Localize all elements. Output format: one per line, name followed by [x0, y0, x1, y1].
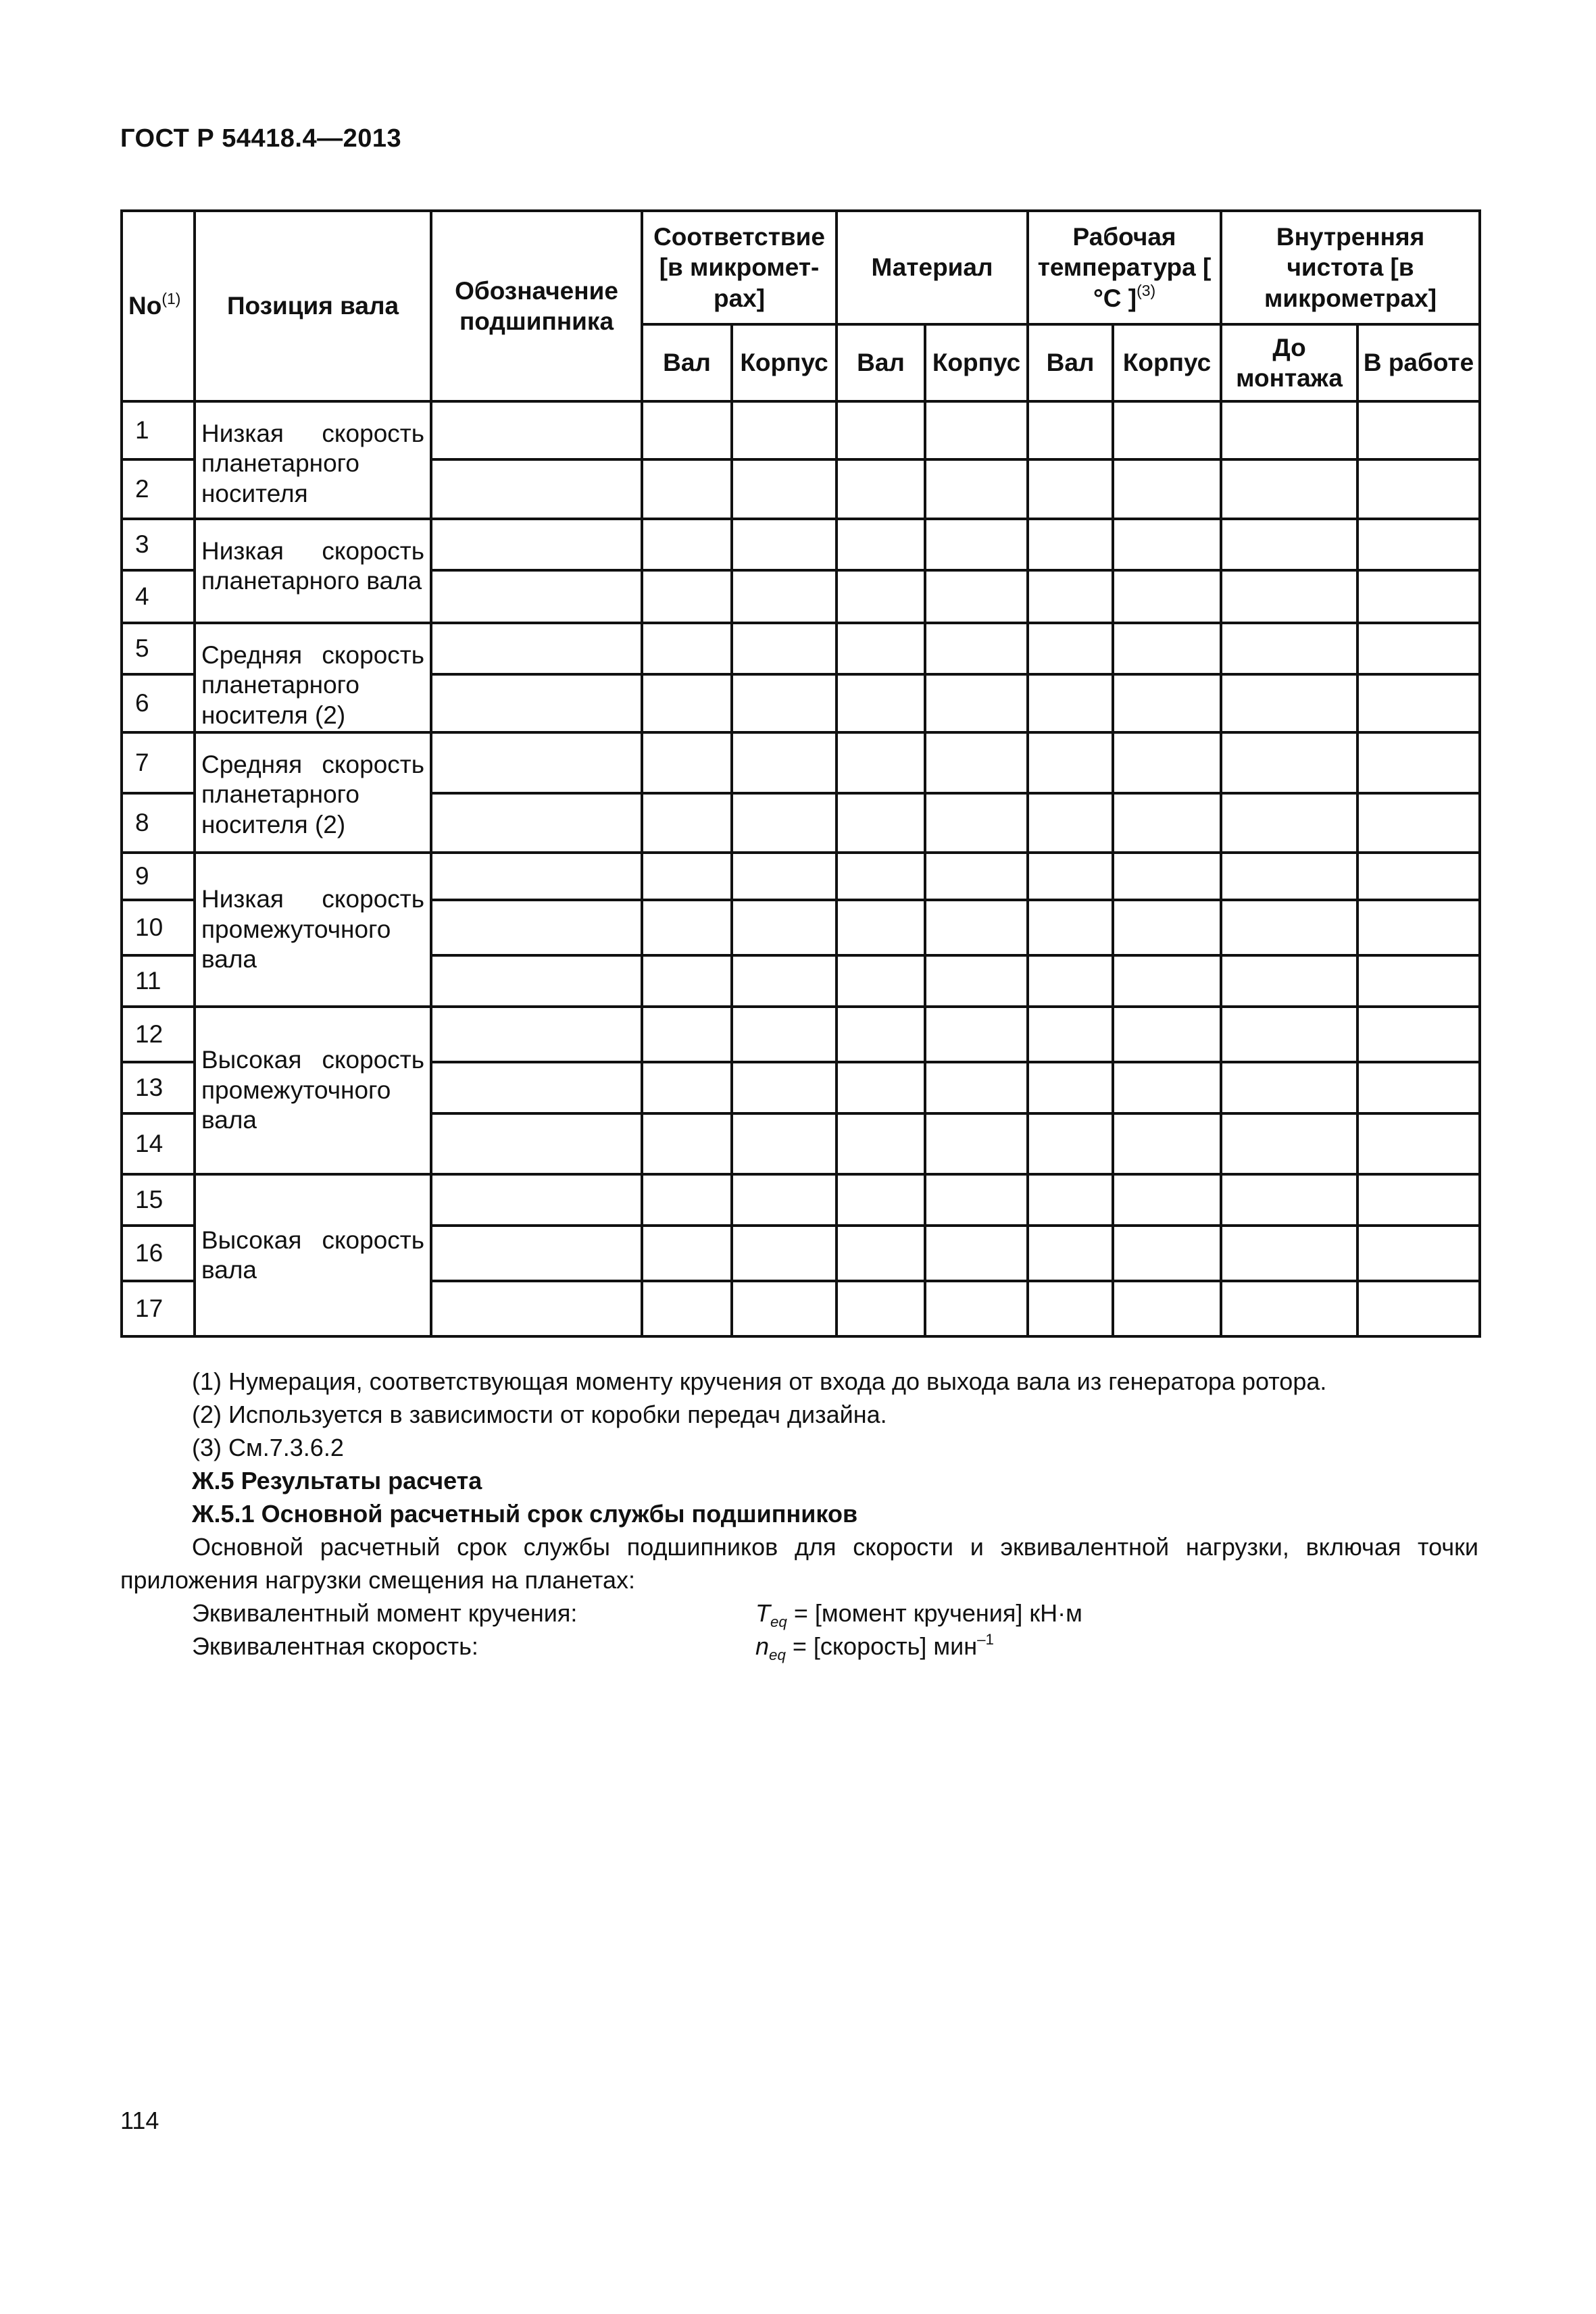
empty-cell — [431, 570, 642, 623]
empty-cell — [1221, 1174, 1357, 1226]
empty-cell — [732, 459, 837, 519]
empty-cell — [925, 1226, 1028, 1281]
empty-cell — [837, 1007, 925, 1062]
table-body — [122, 401, 1480, 1336]
empty-cell — [642, 1226, 732, 1281]
paragraph-line-2: приложения нагрузки смещения на планетах: — [120, 1566, 635, 1594]
empty-cell — [925, 459, 1028, 519]
row-number: 11 — [122, 955, 195, 1007]
empty-cell — [1113, 1174, 1221, 1226]
shaft-position: Низкая скорость планетарного вала — [195, 519, 431, 623]
empty-cell — [837, 955, 925, 1007]
row-number: 5 — [122, 623, 195, 674]
row-number: 14 — [122, 1113, 195, 1174]
empty-cell — [732, 570, 837, 623]
empty-cell — [925, 519, 1028, 570]
table-row — [122, 623, 1480, 674]
empty-cell — [1221, 1226, 1357, 1281]
empty-cell — [1113, 674, 1221, 732]
empty-cell — [837, 793, 925, 853]
empty-cell — [1221, 1113, 1357, 1174]
table-row — [122, 853, 1480, 900]
row-number: 7 — [122, 732, 195, 793]
empty-cell — [732, 623, 837, 674]
empty-cell — [1357, 1281, 1480, 1336]
empty-cell — [837, 401, 925, 459]
empty-cell — [642, 1113, 732, 1174]
footnote-2: (2) Используется в зависимости от коробки передач дизайна. — [192, 1401, 887, 1428]
empty-cell — [837, 900, 925, 955]
row-number: 3 — [122, 519, 195, 570]
empty-cell — [925, 1281, 1028, 1336]
row-number: 4 — [122, 570, 195, 623]
equation-speed — [120, 1630, 1478, 1663]
empty-cell — [1357, 623, 1480, 674]
empty-cell — [1028, 519, 1113, 570]
empty-cell — [642, 674, 732, 732]
header-no: No$^{(1)}$ — [122, 211, 195, 401]
page-number: 114 — [120, 2107, 159, 2134]
empty-cell — [431, 401, 642, 459]
row-number: 6 — [122, 674, 195, 732]
header-fit-shaft: Вал — [642, 324, 732, 401]
empty-cell — [1113, 519, 1221, 570]
empty-cell — [1028, 623, 1113, 674]
header-material-housing: Корпус — [925, 324, 1028, 401]
empty-cell — [925, 570, 1028, 623]
empty-cell — [1113, 1281, 1221, 1336]
empty-cell — [732, 1062, 837, 1113]
header-position: Позиция вала — [195, 211, 431, 401]
empty-cell — [1028, 674, 1113, 732]
empty-cell — [1028, 401, 1113, 459]
empty-cell — [642, 459, 732, 519]
empty-cell — [1357, 1007, 1480, 1062]
empty-cell — [431, 623, 642, 674]
equation-torque — [120, 1596, 1478, 1630]
empty-cell — [1357, 1226, 1480, 1281]
empty-cell — [642, 1174, 732, 1226]
empty-cell — [642, 732, 732, 793]
header-fit: Соответствие [в микромет-рах] — [642, 211, 837, 324]
header-material: Материал — [837, 211, 1028, 324]
empty-cell — [431, 519, 642, 570]
header-temperature: Рабочая температура [ °C ]$^{(3)}$ — [1028, 211, 1221, 324]
row-number: 13 — [122, 1062, 195, 1113]
equation-speed-value: $n_{eq}$ = [скорость] мин$^{-1}$ — [755, 1630, 994, 1664]
empty-cell — [642, 1281, 732, 1336]
empty-cell — [1357, 519, 1480, 570]
empty-cell — [1028, 1113, 1113, 1174]
table-row — [122, 401, 1480, 459]
table-row — [122, 732, 1480, 793]
empty-cell — [1221, 793, 1357, 853]
empty-cell — [642, 401, 732, 459]
empty-cell — [1113, 1007, 1221, 1062]
empty-cell — [1221, 459, 1357, 519]
empty-cell — [837, 1062, 925, 1113]
row-number: 15 — [122, 1174, 195, 1226]
empty-cell — [925, 900, 1028, 955]
empty-cell — [732, 1281, 837, 1336]
table-row — [122, 1007, 1480, 1062]
empty-cell — [837, 674, 925, 732]
empty-cell — [642, 1007, 732, 1062]
empty-cell — [837, 853, 925, 900]
empty-cell — [732, 519, 837, 570]
empty-cell — [837, 1174, 925, 1226]
empty-cell — [732, 674, 837, 732]
header-temperature-shaft: Вал — [1028, 324, 1113, 401]
empty-cell — [431, 1007, 642, 1062]
empty-cell — [925, 674, 1028, 732]
row-number: 9 — [122, 853, 195, 900]
empty-cell — [1357, 459, 1480, 519]
empty-cell — [431, 732, 642, 793]
row-number: 17 — [122, 1281, 195, 1336]
shaft-position: Низкая скорость промежуточного вала — [195, 853, 431, 1007]
empty-cell — [732, 793, 837, 853]
shaft-position: Высокая скорость промежуточного вала — [195, 1007, 431, 1174]
empty-cell — [732, 732, 837, 793]
empty-cell — [1221, 1281, 1357, 1336]
empty-cell — [837, 1113, 925, 1174]
footnote-1: (1) Нумерация, соответствующая моменту кручения от входа до выхода вала из генератора ротора. — [192, 1367, 1327, 1395]
empty-cell — [431, 459, 642, 519]
empty-cell — [642, 853, 732, 900]
empty-cell — [431, 1113, 642, 1174]
empty-cell — [837, 623, 925, 674]
empty-cell — [431, 1281, 642, 1336]
shaft-position: Средняя скорость планетарного носителя (2) — [195, 623, 431, 732]
empty-cell — [1221, 570, 1357, 623]
empty-cell — [1028, 793, 1113, 853]
empty-cell — [1028, 853, 1113, 900]
empty-cell — [642, 900, 732, 955]
header-fit-housing: Корпус — [732, 324, 837, 401]
empty-cell — [732, 401, 837, 459]
empty-cell — [1028, 900, 1113, 955]
table-row — [122, 1174, 1480, 1226]
document-header: ГОСТ Р 54418.4—2013 — [120, 124, 402, 153]
section-subheading: Ж.5.1 Основной расчетный срок службы подшипников — [192, 1500, 858, 1528]
empty-cell — [1357, 793, 1480, 853]
header-temperature-housing: Корпус — [1113, 324, 1221, 401]
empty-cell — [1221, 623, 1357, 674]
empty-cell — [1221, 674, 1357, 732]
empty-cell — [1357, 1062, 1480, 1113]
header-cleanliness: Внутренняя чистота [в микрометрах] — [1221, 211, 1480, 324]
empty-cell — [431, 674, 642, 732]
empty-cell — [837, 570, 925, 623]
empty-cell — [1113, 793, 1221, 853]
empty-cell — [925, 1007, 1028, 1062]
empty-cell — [1357, 955, 1480, 1007]
empty-cell — [1028, 570, 1113, 623]
empty-cell — [642, 793, 732, 853]
empty-cell — [1221, 853, 1357, 900]
empty-cell — [431, 1174, 642, 1226]
empty-cell — [837, 1226, 925, 1281]
empty-cell — [837, 732, 925, 793]
empty-cell — [732, 1226, 837, 1281]
empty-cell — [1028, 1062, 1113, 1113]
empty-cell — [1357, 853, 1480, 900]
empty-cell — [1113, 570, 1221, 623]
row-number: 10 — [122, 900, 195, 955]
empty-cell — [1221, 1007, 1357, 1062]
empty-cell — [925, 401, 1028, 459]
empty-cell — [925, 793, 1028, 853]
empty-cell — [1357, 1174, 1480, 1226]
row-number: 8 — [122, 793, 195, 853]
empty-cell — [1221, 900, 1357, 955]
empty-cell — [642, 623, 732, 674]
empty-cell — [1221, 1062, 1357, 1113]
empty-cell — [1221, 519, 1357, 570]
empty-cell — [732, 900, 837, 955]
shaft-position: Высокая скорость вала — [195, 1174, 431, 1336]
empty-cell — [642, 955, 732, 1007]
header-material-shaft: Вал — [837, 324, 925, 401]
empty-cell — [1357, 674, 1480, 732]
empty-cell — [1357, 732, 1480, 793]
header-in-operation: В работе — [1357, 324, 1480, 401]
empty-cell — [925, 853, 1028, 900]
shaft-position: Средняя скорость планетарного носителя (2) — [195, 732, 431, 853]
empty-cell — [1113, 401, 1221, 459]
empty-cell — [732, 1113, 837, 1174]
empty-cell — [1028, 1174, 1113, 1226]
empty-cell — [1357, 1113, 1480, 1174]
empty-cell — [837, 519, 925, 570]
row-number: 1 — [122, 401, 195, 459]
row-number: 16 — [122, 1226, 195, 1281]
empty-cell — [1028, 459, 1113, 519]
empty-cell — [1221, 732, 1357, 793]
empty-cell — [925, 1174, 1028, 1226]
bearing-table — [120, 209, 1481, 1338]
empty-cell — [1113, 1226, 1221, 1281]
empty-cell — [642, 519, 732, 570]
empty-cell — [925, 623, 1028, 674]
empty-cell — [1357, 401, 1480, 459]
equation-torque-value: $T_{eq}$ = [момент кручения] кН·м — [755, 1599, 1082, 1631]
empty-cell — [837, 459, 925, 519]
empty-cell — [925, 732, 1028, 793]
empty-cell — [431, 793, 642, 853]
header-designation: Обозначение подшипника — [431, 211, 642, 401]
empty-cell — [1113, 623, 1221, 674]
section-heading: Ж.5 Результаты расчета — [192, 1467, 482, 1494]
row-number: 12 — [122, 1007, 195, 1062]
empty-cell — [1113, 459, 1221, 519]
empty-cell — [431, 1226, 642, 1281]
empty-cell — [1357, 570, 1480, 623]
empty-cell — [1113, 853, 1221, 900]
empty-cell — [1028, 732, 1113, 793]
empty-cell — [925, 955, 1028, 1007]
empty-cell — [431, 955, 642, 1007]
row-number: 2 — [122, 459, 195, 519]
notes-section — [120, 1365, 1478, 1663]
empty-cell — [1113, 900, 1221, 955]
empty-cell — [1357, 900, 1480, 955]
empty-cell — [732, 853, 837, 900]
empty-cell — [431, 900, 642, 955]
empty-cell — [1028, 1281, 1113, 1336]
empty-cell — [1028, 955, 1113, 1007]
empty-cell — [1028, 1226, 1113, 1281]
empty-cell — [732, 1174, 837, 1226]
paragraph-line-1: Основной расчетный срок службы подшипников для скорости и эквивалентной нагрузки, включая точки — [192, 1533, 1478, 1561]
header-before-mount: До монтажа — [1221, 324, 1357, 401]
shaft-position: Низкая скорость планетарного носителя — [195, 401, 431, 519]
empty-cell — [1028, 1007, 1113, 1062]
empty-cell — [431, 1062, 642, 1113]
empty-cell — [732, 955, 837, 1007]
empty-cell — [1113, 732, 1221, 793]
table-row — [122, 519, 1480, 570]
empty-cell — [1113, 1062, 1221, 1113]
equation-torque-label: Эквивалентный момент кручения: — [192, 1599, 578, 1627]
empty-cell — [642, 1062, 732, 1113]
empty-cell — [925, 1062, 1028, 1113]
equation-speed-label: Эквивалентная скорость: — [192, 1632, 478, 1660]
empty-cell — [431, 853, 642, 900]
empty-cell — [732, 1007, 837, 1062]
empty-cell — [1221, 401, 1357, 459]
empty-cell — [925, 1113, 1028, 1174]
empty-cell — [837, 1281, 925, 1336]
empty-cell — [1113, 1113, 1221, 1174]
empty-cell — [642, 570, 732, 623]
footnote-3: (3) См.7.3.6.2 — [192, 1434, 344, 1461]
empty-cell — [1113, 955, 1221, 1007]
empty-cell — [1221, 955, 1357, 1007]
